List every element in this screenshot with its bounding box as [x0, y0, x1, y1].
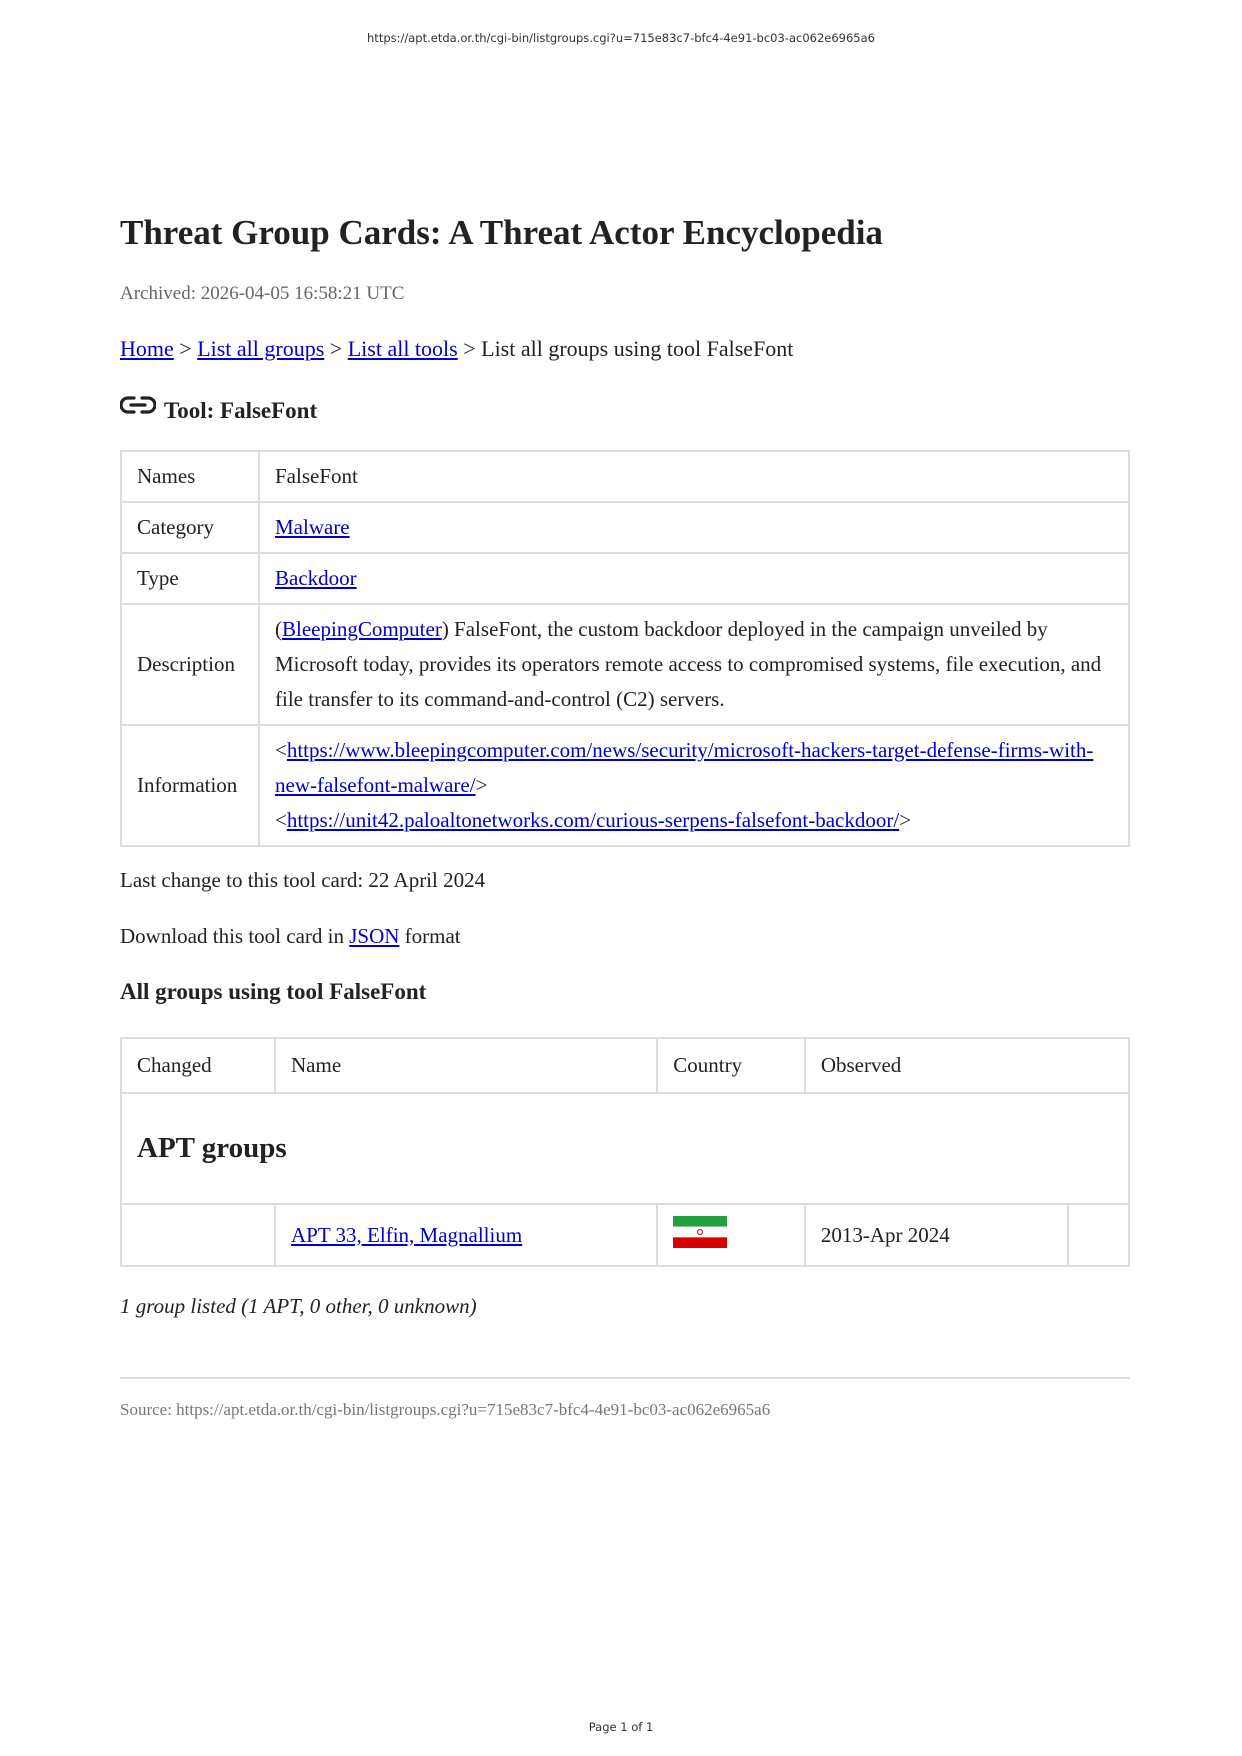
column-header-name: Name [275, 1038, 657, 1093]
tool-category-row [121, 502, 1129, 553]
column-header-country: Country [657, 1038, 805, 1093]
description-text: ) FalseFont, the custom backdoor deployed in the campaign unveiled by Microsoft today, provides its operators remote access to compromised systems, file execution, and file transfer to its command-and-control (C2) servers. [275, 617, 1102, 711]
angle-close: > [899, 808, 912, 832]
tool-information-row [121, 725, 1129, 846]
download-prefix: Download this tool card in [120, 924, 350, 948]
download-line [120, 921, 1130, 951]
angle-close: > [475, 773, 488, 797]
print-header-url: https://apt.etda.or.th/cgi-bin/listgroups.cgi?u=715e83c7-bfc4-4e91-bc03-ac062e6965a6 [367, 31, 875, 45]
divider [120, 1377, 1130, 1379]
group-name-cell [275, 1204, 657, 1266]
country-cell [657, 1204, 805, 1266]
information-cell [259, 725, 1129, 846]
description-source-link[interactable]: BleepingComputer [282, 617, 442, 641]
info-link-unit42[interactable]: https://unit42.paloaltonetworks.com/curious-serpens-falsefont-backdoor/ [286, 808, 900, 832]
source-url: Source: https://apt.etda.or.th/cgi-bin/listgroups.cgi?u=715e83c7-bfc4-4e91-bc03-ac062e6965a6 [120, 1400, 771, 1419]
breadcrumb-home-link[interactable]: Home [120, 336, 174, 361]
description-label: Description [121, 604, 259, 725]
table-row [121, 1204, 1129, 1266]
archived-timestamp: Archived: 2026-04-05 16:58:21 UTC [120, 283, 405, 304]
tool-info-table [120, 450, 1130, 847]
page-content [120, 210, 1130, 1421]
print-footer-page: Page 1 of 1 [588, 1720, 654, 1734]
tool-description-row [121, 604, 1129, 725]
groups-section-title: All groups using tool FalseFont [120, 979, 427, 1004]
names-value: FalseFont [259, 451, 1129, 502]
empty-cell [1068, 1204, 1129, 1266]
breadcrumb-list-tools-link[interactable]: List all tools [347, 336, 458, 361]
group-name-link[interactable]: APT 33, Elfin, Magnallium [291, 1222, 523, 1247]
type-label: Type [121, 553, 259, 604]
description-cell [259, 604, 1129, 725]
breadcrumb-current: > List all groups using tool FalseFont [457, 336, 794, 361]
tool-type-row [121, 553, 1129, 604]
type-link[interactable]: Backdoor [275, 566, 357, 590]
info-link-bleepingcomputer[interactable]: https://www.bleepingcomputer.com/news/security/microsoft-hackers-target-defense-firms-with-new-falsefont-malware/ [275, 738, 1094, 797]
angle-open: < [275, 738, 287, 762]
link-icon [120, 393, 156, 417]
category-cell [259, 502, 1129, 553]
flag-iran-icon [673, 1216, 727, 1254]
breadcrumb [120, 334, 1130, 364]
download-suffix: format [399, 924, 461, 948]
last-change: Last change to this tool card: 22 April 2024 [120, 868, 486, 892]
breadcrumb-separator: > [173, 336, 198, 361]
groups-summary: 1 group listed (1 APT, 0 other, 0 unknown) [120, 1294, 477, 1318]
description-open-paren: ( [275, 617, 282, 641]
tool-names-row [121, 451, 1129, 502]
column-header-changed: Changed [121, 1038, 275, 1093]
apt-groups-heading: APT groups [137, 1132, 287, 1164]
category-link[interactable]: Malware [275, 515, 350, 539]
names-label: Names [121, 451, 259, 502]
apt-groups-section-cell [121, 1093, 1129, 1204]
groups-table [120, 1037, 1130, 1267]
category-label: Category [121, 502, 259, 553]
observed-cell: 2013-Apr 2024 [805, 1204, 1068, 1266]
tool-heading [120, 396, 1130, 426]
apt-groups-section-row [121, 1093, 1129, 1204]
page-title: Threat Group Cards: A Threat Actor Encyclopedia [120, 213, 883, 252]
type-cell [259, 553, 1129, 604]
tool-heading-text: Tool: FalseFont [164, 398, 318, 423]
breadcrumb-list-groups-link[interactable]: List all groups [197, 336, 325, 361]
angle-open: < [275, 808, 287, 832]
changed-cell [121, 1204, 275, 1266]
information-label: Information [121, 725, 259, 846]
column-header-observed: Observed [805, 1038, 1129, 1093]
json-download-link[interactable]: JSON [349, 924, 400, 948]
breadcrumb-separator: > [324, 336, 348, 361]
groups-table-header [121, 1038, 1129, 1093]
